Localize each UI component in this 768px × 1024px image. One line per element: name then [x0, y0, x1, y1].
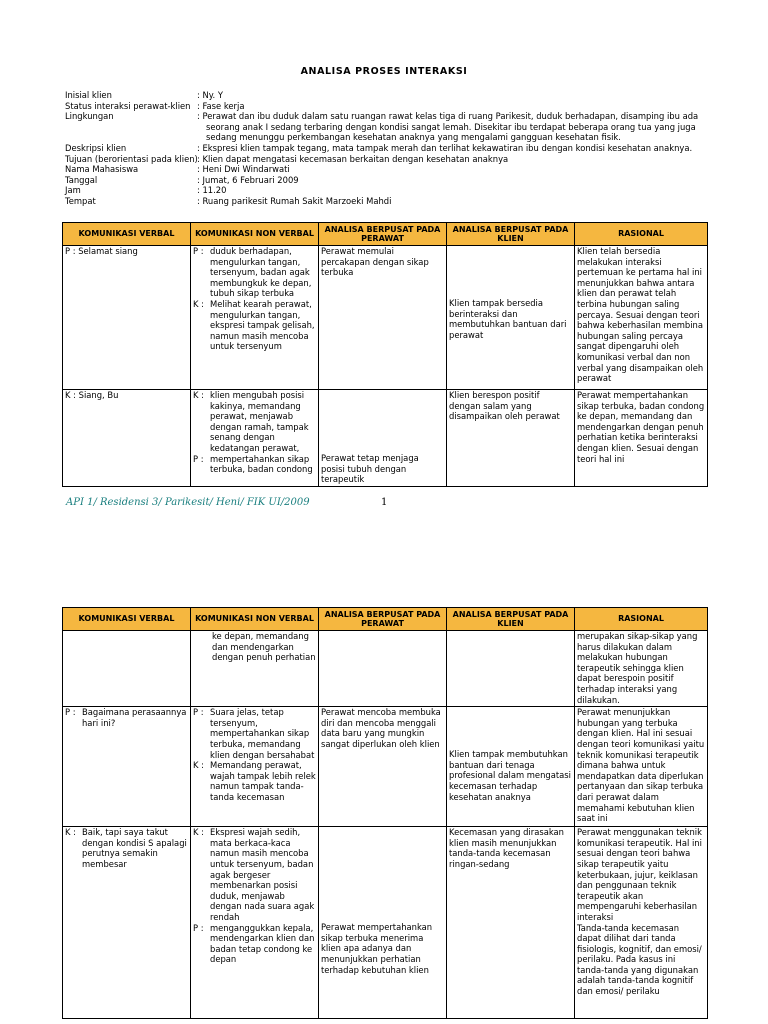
speaker-marker: P : — [193, 246, 204, 256]
nonverbal-text: Ekspresi wajah sedih, mata berkaca-kaca namun masih mencoba untuk tersenyum, badan agak bergeser membenarkan posisi duduk, menjawab dengan nada suara agak rendah — [210, 827, 315, 922]
table-row — [63, 246, 708, 390]
info-line: seorang anak I sedang terbaring dengan kondisi sangat lemah. Disekitar ibu terdapat beberapa orang tua yang juga — [206, 121, 696, 132]
header-komunikasi-non-verbal: KOMUNIKASI NON VERBAL — [191, 223, 319, 246]
info-label: Inisial klien — [65, 90, 112, 100]
info-row-inisial — [65, 90, 705, 101]
header-analisa-perawat: ANALISA BERPUSAT PADA PERAWAT — [319, 223, 447, 246]
rasional-text: Tanda-tanda kecemasan dapat dilihat dari tanda fisiologis, kognitif, dan emosi/ perilaku. Pada kasus ini tanda-tanda yang digunakan adalah tanda-tanda kognitif dan emosi/ perilaku — [577, 922, 702, 997]
info-line: sedang menunggu perkembangan kesehatan anaknya yang mengalami gangguan kesehatan fisik. — [206, 132, 621, 143]
table-row — [63, 827, 708, 1019]
info-row-tujuan — [65, 154, 705, 165]
cell-verbal — [63, 631, 191, 707]
info-row-tempat — [65, 196, 705, 207]
page-footer: API 1/ Residensi 3/ Parikesit/ Heni/ FIK UI/2009 — [66, 497, 310, 508]
header-rasional: RASIONAL — [575, 608, 708, 631]
cell-rasional: Perawat menunjukkan hubungan yang terbuka dengan klien. Hal ini sesuai dengan teori komunikasi yaitu teknik komunikasi terapeutik dimana bahwa untuk mendapatkan data diperlukan pertanyaan dan sikap terbuka dari perawat dalam memahami kebutuhan klien saat ini — [575, 707, 708, 827]
cell-nonverbal — [191, 390, 319, 487]
info-row-nama — [65, 164, 705, 175]
info-row-tanggal — [65, 175, 705, 186]
info-label: Status interaksi perawat-klien — [65, 100, 191, 111]
cell-nonverbal — [191, 246, 319, 390]
page-number: 1 — [381, 497, 388, 508]
speaker-marker: K : — [193, 760, 204, 771]
table-row — [63, 631, 708, 707]
info-value: : Fase kerja — [197, 100, 245, 111]
speaker-marker: P : — [65, 707, 76, 718]
header-komunikasi-verbal: KOMUNIKASI VERBAL — [63, 223, 191, 246]
info-label: Jam — [65, 185, 81, 196]
table-row — [63, 390, 708, 487]
analisa-perawat-text: Perawat mempertahankan sikap terbuka menerima klien apa adanya dan menunjukkan perhatian terhadap kebutuhan klien — [321, 922, 433, 975]
info-row-jam — [65, 185, 705, 196]
cell-rasional: Klien telah bersedia melakukan interaksi pertemuan ke pertama hal ini menunjukkan bahwa antara klien dan perawat telah terbina hubungan saling percaya. Sesuai dengan teori bahwa keberhasilan membina hubungan saling percaya sangat dipengaruhi oleh komunikasi verbal dan non verbal yang disampaikan oleh perawat — [575, 246, 708, 390]
cell-analisa-perawat: Perawat memulai percakapan dengan sikap terbuka — [319, 246, 447, 390]
info-value: : Ekspresi klien tampak tegang, mata tampak merah dan terlihat kekawatiran ibu dengan kondisi kesehatan anaknya. — [197, 142, 693, 153]
cell-analisa-perawat — [319, 390, 447, 487]
cell-verbal — [63, 707, 191, 827]
info-value: : Jumat, 6 Februari 2009 — [197, 174, 299, 185]
header-analisa-klien: ANALISA BERPUSAT PADA KLIEN — [447, 608, 575, 631]
header-komunikasi-non-verbal: KOMUNIKASI NON VERBAL — [191, 608, 319, 631]
speaker-marker: P : — [193, 453, 204, 464]
info-value: : 11.20 — [197, 185, 227, 196]
cell-analisa-klien — [447, 246, 575, 390]
speaker-marker: P : — [193, 922, 204, 933]
cell-rasional: merupakan sikap-sikap yang harus dilakukan dalam melakukan hubungan terapeutik sehingga klien dapat berespoin positif terhadap interaksi yang dilakukan. — [575, 631, 708, 707]
nonverbal-text: duduk berhadapan, mengulurkan tangan, tersenyum, badan agak membungkuk ke depan, tubuh sikap terbuka — [210, 246, 312, 299]
nonverbal-text: Memandang perawat, wajah tampak lebih relek namun tampak tanda-tanda kecemasan — [210, 760, 316, 802]
cell-nonverbal: ke depan, memandang dan mendengarkan dengan penuh perhatian — [191, 631, 319, 707]
info-section — [65, 90, 705, 207]
analisa-perawat-text: Perawat tetap menjaga posisi tubuh dengan terapeutik — [321, 453, 419, 485]
cell-verbal: P : Selamat siang — [63, 246, 191, 390]
info-value: : Heni Dwi Windarwati — [197, 164, 290, 175]
cell-analisa-klien: Kecemasan yang dirasakan klien masih menunjukkan tanda-tanda kecemasan ringan-sedang — [447, 827, 575, 1019]
verbal-text: Bagaimana perasaannya hari ini? — [82, 707, 187, 728]
nonverbal-text: Suara jelas, tetap tersenyum, mempertahankan sikap terbuka, memandang klien dengan bersahabat — [210, 707, 315, 760]
cell-nonverbal — [191, 827, 319, 1019]
info-label: Tujuan (berorientasi pada klien) — [65, 153, 198, 164]
cell-analisa-perawat — [319, 631, 447, 707]
cell-rasional — [575, 390, 708, 487]
rasional-text: Perawat menggunakan teknik komunikasi terapeutik. Hal ini sesuai dengan teori bahwa sikap terapeutik yaitu keterbukaan, jujur, keiklasan dan penggunaan teknik terapeutik akan mempengaruhi keberhasilan interaksi — [577, 827, 702, 922]
info-label: Tanggal — [65, 174, 98, 185]
info-label: Lingkungan — [65, 111, 114, 122]
cell-analisa-klien — [447, 707, 575, 827]
info-row-deskripsi — [65, 143, 705, 154]
info-row-lingkungan — [65, 111, 705, 143]
header-komunikasi-verbal: KOMUNIKASI VERBAL — [63, 608, 191, 631]
cell-analisa-perawat — [319, 827, 447, 1019]
info-value: : Ny. Y — [197, 90, 223, 100]
nonverbal-text: mempertahankan sikap terbuka, badan condong — [210, 453, 313, 475]
analysis-table-1 — [62, 222, 708, 487]
cell-nonverbal — [191, 707, 319, 827]
cell-verbal — [63, 827, 191, 1019]
header-rasional: RASIONAL — [575, 223, 708, 246]
page-title: ANALISA PROSES INTERAKSI — [300, 66, 468, 77]
info-value: : Klien dapat mengatasi kecemasan berkaitan dengan kesehatan anaknya — [197, 153, 509, 164]
analisa-klien-text: Klien tampak bersedia berinteraksi dan membutuhkan bantuan dari perawat — [449, 298, 567, 340]
cell-verbal: K : Siang, Bu — [63, 390, 191, 487]
table-row — [63, 707, 708, 827]
analisa-klien-text: Klien tampak membutuhkan bantuan dari tenaga profesional dalam mengatasi kecemasan terhadap kesehatan anaknya — [449, 749, 571, 802]
nonverbal-text: klien mengubah posisi kakinya, memandang perawat, menjawab dengan ramah, tampak senang dengan kedatangan perawat, — [210, 390, 309, 453]
cell-analisa-klien — [447, 631, 575, 707]
info-value: : Ruang parikesit Rumah Sakit Marzoeki Mahdi — [197, 195, 392, 206]
speaker-marker: P : — [193, 707, 204, 718]
info-label: Tempat — [65, 195, 96, 206]
speaker-marker: K : — [193, 298, 204, 309]
header-analisa-klien: ANALISA BERPUSAT PADA KLIEN — [447, 223, 575, 246]
speaker-marker: K : — [193, 827, 204, 838]
header-analisa-perawat: ANALISA BERPUSAT PADA PERAWAT — [319, 608, 447, 631]
info-label: Nama Mahasiswa — [65, 164, 139, 175]
cell-analisa-klien: Klien berespon positif dengan salam yang disampaikan oleh perawat — [447, 390, 575, 487]
info-row-status — [65, 101, 705, 112]
info-label: Deskripsi klien — [65, 142, 127, 153]
analysis-table-2 — [62, 607, 708, 1019]
rasional-text: Perawat mempertahankan sikap terbuka, badan condong ke depan, memandang dan mendengarkan dengan penuh perhatian ketika berinteraksi dengan klien. Sesuai dengan teori hal ini — [577, 390, 705, 464]
cell-analisa-perawat: Perawat mencoba membuka diri dan mencoba menggali data baru yang mungkin sangat diperlukan oleh klien — [319, 707, 447, 827]
speaker-marker: K : — [193, 390, 204, 400]
nonverbal-text: menganggukkan kepala, mendengarkan klien dan badan tetap condong ke depan — [210, 922, 315, 965]
info-line: : Perawat dan ibu duduk dalam satu ruangan rawat kelas tiga di ruang Parikesit, duduk berhadapan, disamping ibu ada — [197, 111, 699, 122]
cell-rasional — [575, 827, 708, 1019]
speaker-marker: K : — [65, 827, 76, 838]
verbal-text: Baik, tapi saya takut dengan kondisi S apalagi perutnya semakin membesar — [82, 827, 187, 869]
info-value — [197, 111, 705, 143]
nonverbal-text: Melihat kearah perawat, mengulurkan tangan, ekspresi tampak gelisah, namun masih mencoba untuk tersenyum — [210, 298, 315, 352]
